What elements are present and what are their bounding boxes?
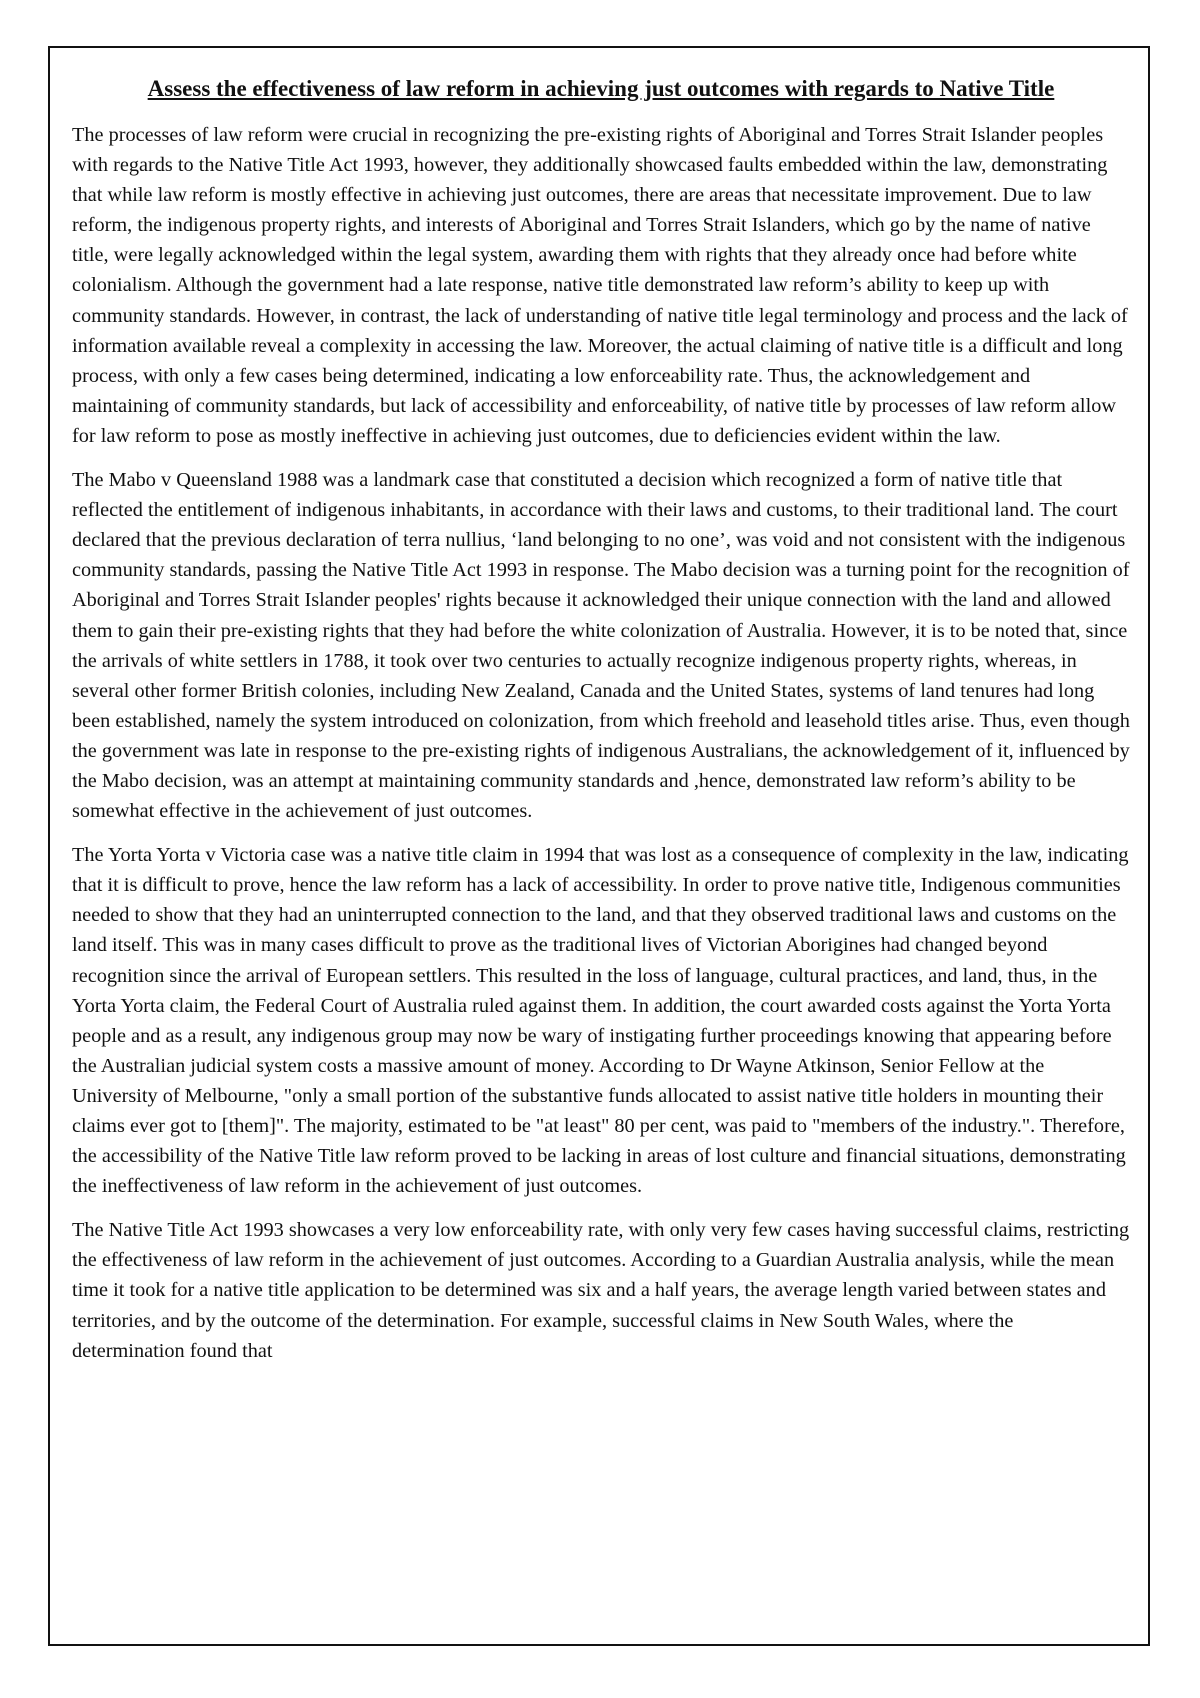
paragraph-yorta-yorta: The Yorta Yorta v Victoria case was a native title claim in 1994 that was lost as a consequence of complexity in the law, indicating that it is difficult to prove, hence the law reform has a lack of accessibility. In order to prove native title, Indigenous communities needed to show that they had an uninterrupted connection to the land, and that they observed traditional laws and customs on the land itself. This was in many cases difficult to prove as the traditional lives of Victorian Aborigines had changed beyond recognition since the arrival of European settlers. This resulted in the loss of language, cultural practices, and land, thus, in the Yorta Yorta claim, the Federal Court of Australia ruled against them. In addition, the court awarded costs against the Yorta Yorta people and as a result, any indigenous group may now be wary of instigating further proceedings knowing that appearing before the Australian judicial system costs a massive amount of money. According to Dr Wayne Atkinson, Senior Fellow at the University of Melbourne, "only a small portion of the substantive funds allocated to assist native title holders in mounting their claims ever got to [them]". The majority, estimated to be "at least" 80 per cent, was paid to "members of the industry.". Therefore, the accessibility of the Native Title law reform proved to be lacking in areas of lost culture and financial situations, demonstrating the ineffectiveness of law reform in the achievement of just outcomes. xyxy=(72,844,1129,1198)
paragraph-enforceability: The Native Title Act 1993 showcases a very low enforceability rate, with only very few cases having successful claims, restricting the effectiveness of law reform in the achievement of just outcomes. According to a Guardian Australia analysis, while the mean time it took for a native title application to be determined was six and a half years, the average length varied between states and territories, and by the outcome of the determination. For example, successful claims in New South Wales, where the determination found that xyxy=(72,1219,1130,1362)
document-title: Assess the effectiveness of law reform in achieving just outcomes with regards to Native Title xyxy=(147,76,1055,101)
paragraph-introduction: The processes of law reform were crucial in recognizing the pre-existing rights of Aboriginal and Torres Strait Islander peoples with regards to the Native Title Act 1993, however, they additionally showcased faults embedded within the law, demonstrating that while law reform is mostly effective in achieving just outcomes, there are areas that necessitate improvement. Due to law reform, the indigenous property rights, and interests of Aboriginal and Torres Strait Islanders, which go by the name of native title, were legally acknowledged within the legal system, awarding them with rights that they already once had before white colonialism. Although the government had a late response, native title demonstrated law reform’s ability to keep up with community standards. However, in contrast, the lack of understanding of native title legal terminology and process and the lack of information available reveal a complexity in accessing the law. Moreover, the actual claiming of native title is a difficult and long process, with only a few cases being determined, indicating a low enforceability rate. Thus, the acknowledgement and maintaining of community standards, but lack of accessibility and enforceability, of native title by processes of law reform allow for law reform to pose as mostly ineffective in achieving just outcomes, due to deficiencies evident within the law. xyxy=(72,124,1128,447)
paragraph-mabo: The Mabo v Queensland 1988 was a landmark case that constituted a decision which recognized a form of native title that reflected the entitlement of indigenous inhabitants, in accordance with their laws and customs, to their traditional land. The court declared that the previous declaration of terra nullius, ‘land belonging to no one’, was void and not consistent with the indigenous community standards, passing the Native Title Act 1993 in response. The Mabo decision was a turning point for the recognition of Aboriginal and Torres Strait Islander peoples' rights because it acknowledged their unique connection with the land and allowed them to gain their pre-existing rights that they had before the white colonization of Australia. However, it is to be noted that, since the arrivals of white settlers in 1788, it took over two centuries to actually recognize indigenous property rights, whereas, in several other former British colonies, including New Zealand, Canada and the United States, systems of land tenures had long been established, namely the system introduced on colonization, from which freehold and leasehold titles arise. Thus, even though the government was late in response to the pre-existing rights of indigenous Australians, the acknowledgement of it, influenced by the Mabo decision, was an attempt at maintaining community standards and ,hence, demonstrated law reform’s ability to be somewhat effective in the achievement of just outcomes. xyxy=(72,469,1130,823)
document-body xyxy=(72,72,1130,1380)
